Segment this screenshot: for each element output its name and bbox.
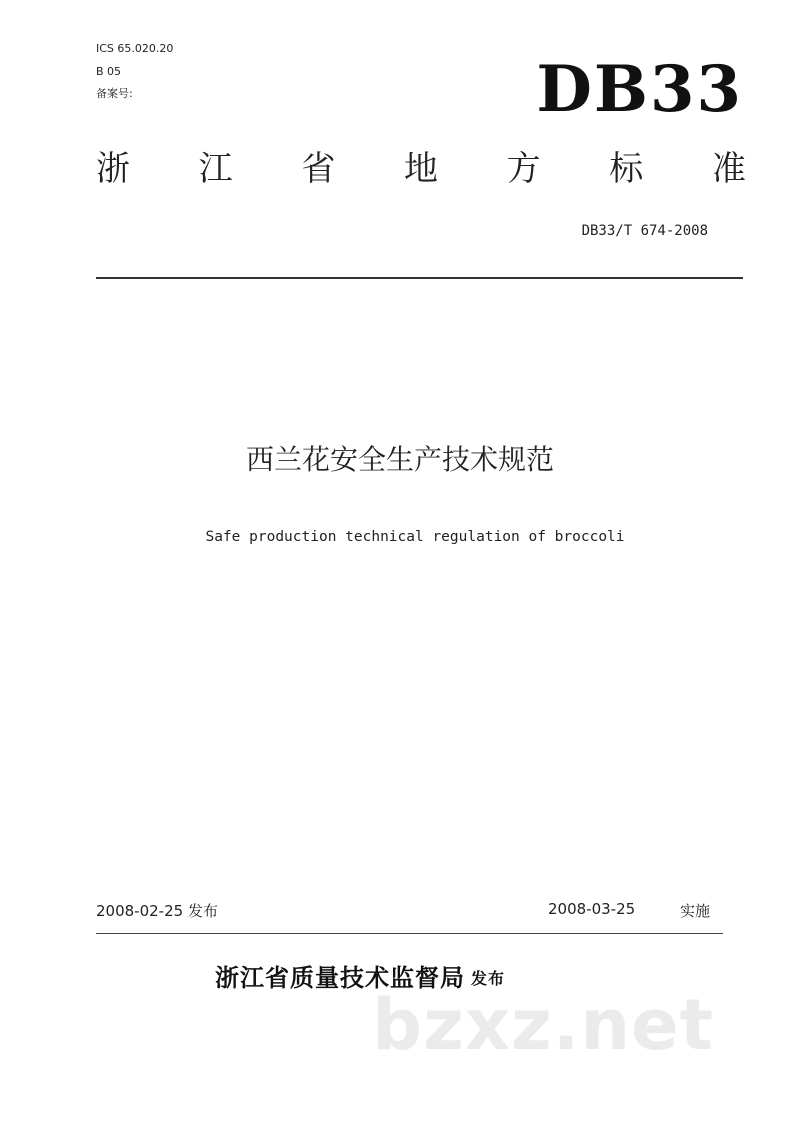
standard-number: DB33/T 674-2008 — [581, 223, 708, 239]
standard-type-char: 方 — [506, 149, 541, 189]
standard-code-logo: DB33 — [536, 52, 743, 127]
issuer-suffix: 发布 — [471, 969, 506, 988]
implementation-date: 2008-03-25 — [548, 900, 636, 918]
issuer-name: 浙江省质量技术监督局 — [215, 964, 465, 992]
standard-type-char: 地 — [403, 149, 438, 189]
ccs-code: B 05 — [96, 65, 122, 78]
standard-type-char: 准 — [711, 149, 746, 189]
standard-type-char: 省 — [301, 149, 336, 189]
header-divider — [96, 277, 743, 279]
footer-divider — [96, 933, 723, 934]
standard-type-char: 浙 — [96, 149, 130, 189]
watermark: bzxz.net — [372, 984, 715, 1066]
standard-type-char: 标 — [609, 149, 644, 189]
document-title-english: Safe production technical regulation of broccoli — [205, 529, 625, 545]
ics-code: ICS 65.020.20 — [96, 42, 174, 55]
document-title-chinese: 西兰花安全生产技术规范 — [245, 443, 554, 476]
issue-date: 2008-02-25 发布 — [96, 902, 218, 920]
filing-number-label: 备案号: — [96, 87, 133, 100]
standard-type-char: 江 — [198, 149, 233, 189]
standard-type-heading — [96, 146, 746, 192]
implementation-label: 实施 — [680, 902, 711, 920]
